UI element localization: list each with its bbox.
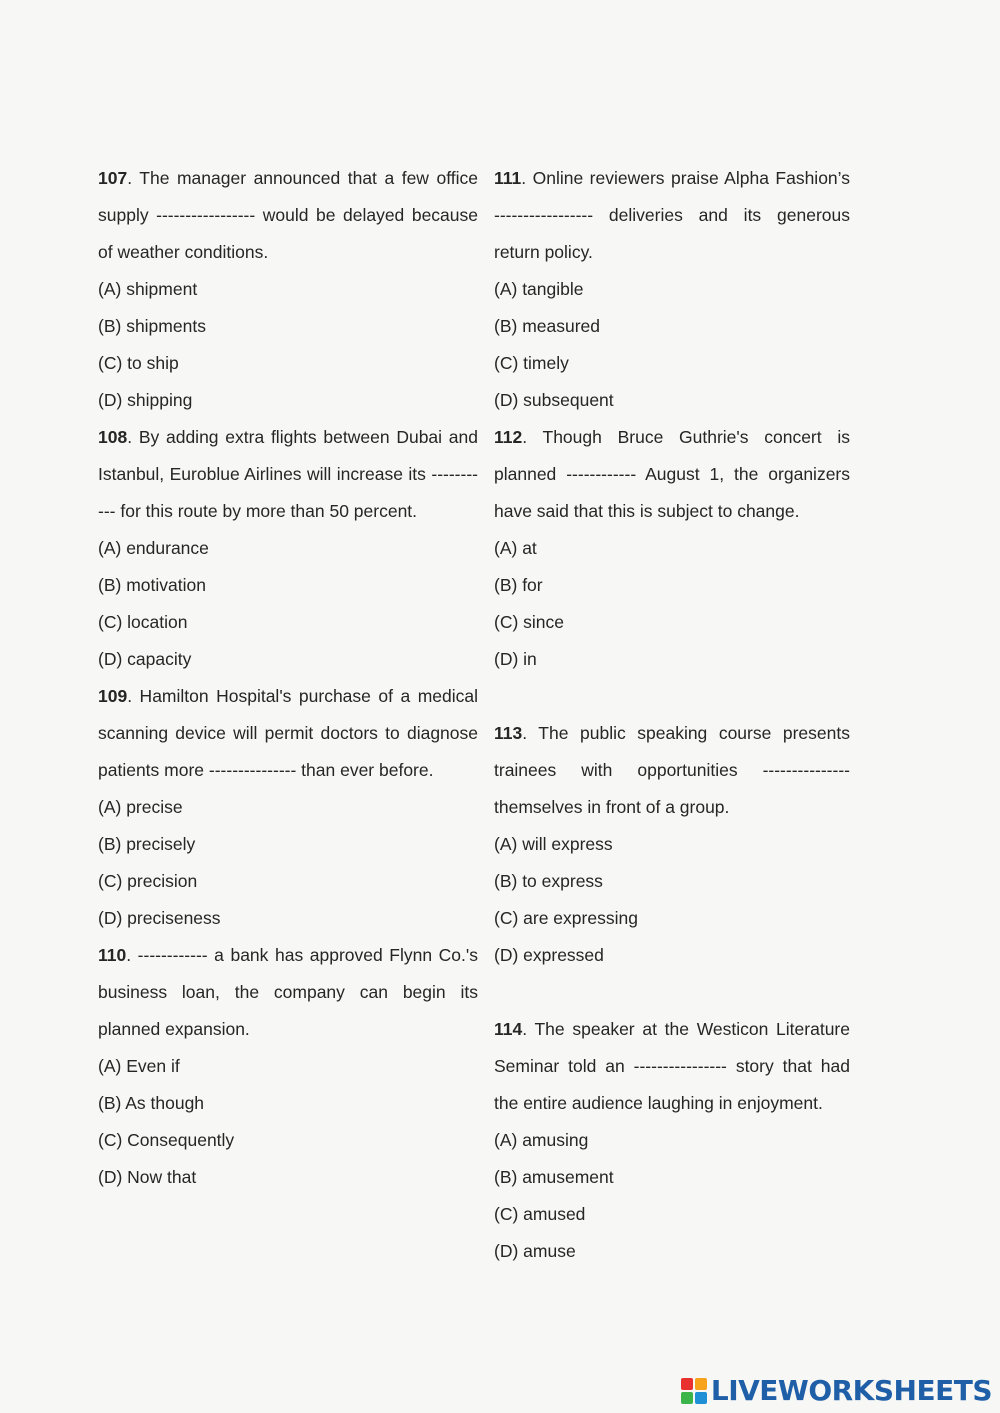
question-108 bbox=[98, 419, 478, 678]
question-stem bbox=[494, 1011, 850, 1122]
question-stem bbox=[494, 160, 850, 271]
left-column bbox=[98, 160, 478, 1196]
liveworksheets-wordmark: LIVEWORKSHEETS bbox=[710, 1374, 992, 1407]
question-stem bbox=[494, 419, 850, 530]
question-text: . Hamilton Hospital's purchase of a medical scanning device will permit doctors to diagnose patients more --------------- than ever before. bbox=[98, 686, 478, 780]
question-stem bbox=[494, 715, 850, 826]
question-number: 114 bbox=[494, 1019, 523, 1039]
option-a[interactable]: (A) shipment bbox=[98, 279, 198, 299]
logo-square-blue bbox=[695, 1392, 707, 1404]
option-b[interactable]: (B) measured bbox=[494, 316, 601, 336]
option-c[interactable]: (C) location bbox=[98, 612, 188, 632]
question-number: 113 bbox=[494, 723, 523, 743]
option-c[interactable]: (C) Consequently bbox=[98, 1130, 235, 1150]
option-a[interactable]: (A) at bbox=[494, 538, 537, 558]
right-column bbox=[494, 160, 850, 1270]
question-111 bbox=[494, 160, 850, 419]
option-d[interactable]: (D) Now that bbox=[98, 1167, 197, 1187]
question-110 bbox=[98, 937, 478, 1196]
question-113 bbox=[494, 715, 850, 1011]
question-text: . The speaker at the Westicon Literature Seminar told an ---------------- story that had the entire audience laughing in enjoyment. bbox=[494, 1019, 850, 1113]
question-114 bbox=[494, 1011, 850, 1270]
option-d[interactable]: (D) shipping bbox=[98, 390, 193, 410]
logo-square-red bbox=[681, 1378, 693, 1390]
question-stem bbox=[98, 160, 478, 271]
spacer bbox=[494, 678, 850, 715]
question-number: 111 bbox=[494, 168, 522, 188]
question-text: . By adding extra flights between Dubai and Istanbul, Euroblue Airlines will increase its ----------- for this route by more than 50 percent. bbox=[98, 427, 478, 521]
logo-square-green bbox=[681, 1392, 693, 1404]
option-d[interactable]: (D) in bbox=[494, 649, 537, 669]
option-c[interactable]: (C) to ship bbox=[98, 353, 179, 373]
option-d[interactable]: (D) amuse bbox=[494, 1241, 576, 1261]
option-a[interactable]: (A) amusing bbox=[494, 1130, 589, 1150]
option-a[interactable]: (A) tangible bbox=[494, 279, 584, 299]
question-text: . ------------ a bank has approved Flynn Co.'s business loan, the company can begin its planned expansion. bbox=[98, 945, 478, 1039]
question-stem bbox=[98, 419, 478, 530]
option-c[interactable]: (C) since bbox=[494, 612, 565, 632]
question-stem bbox=[98, 678, 478, 789]
option-b[interactable]: (B) motivation bbox=[98, 575, 206, 595]
option-b[interactable]: (B) amusement bbox=[494, 1167, 614, 1187]
option-a[interactable]: (A) endurance bbox=[98, 538, 209, 558]
liveworksheets-logo[interactable] bbox=[681, 1374, 992, 1407]
question-text: . The manager announced that a few office supply ----------------- would be delayed because of weather conditions. bbox=[98, 168, 478, 262]
option-a[interactable]: (A) precise bbox=[98, 797, 183, 817]
question-text: . The public speaking course presents trainees with opportunities --------------- themselves in front of a group. bbox=[494, 723, 850, 817]
option-a[interactable]: (A) Even if bbox=[98, 1056, 180, 1076]
option-c[interactable]: (C) amused bbox=[494, 1204, 586, 1224]
question-112 bbox=[494, 419, 850, 715]
spacer bbox=[494, 974, 850, 1011]
option-b[interactable]: (B) shipments bbox=[98, 316, 206, 336]
question-number: 109 bbox=[98, 686, 128, 706]
option-d[interactable]: (D) expressed bbox=[494, 945, 604, 965]
option-a[interactable]: (A) will express bbox=[494, 834, 613, 854]
option-b[interactable]: (B) precisely bbox=[98, 834, 196, 854]
option-b[interactable]: (B) As though bbox=[98, 1093, 205, 1113]
question-number: 108 bbox=[98, 427, 128, 447]
question-number: 112 bbox=[494, 427, 523, 447]
question-number: 110 bbox=[98, 945, 127, 965]
option-d[interactable]: (D) capacity bbox=[98, 649, 192, 669]
question-109 bbox=[98, 678, 478, 937]
option-d[interactable]: (D) preciseness bbox=[98, 908, 221, 928]
option-d[interactable]: (D) subsequent bbox=[494, 390, 614, 410]
question-text: . Online reviewers praise Alpha Fashion’s ----------------- deliveries and its generous return policy. bbox=[494, 168, 850, 262]
question-stem bbox=[98, 937, 478, 1048]
question-107 bbox=[98, 160, 478, 419]
option-c[interactable]: (C) timely bbox=[494, 353, 569, 373]
option-b[interactable]: (B) to express bbox=[494, 871, 603, 891]
question-text: . Though Bruce Guthrie's concert is planned ------------ August 1, the organizers have said that this is subject to change. bbox=[494, 427, 850, 521]
option-c[interactable]: (C) precision bbox=[98, 871, 198, 891]
option-c[interactable]: (C) are expressing bbox=[494, 908, 638, 928]
question-number: 107 bbox=[98, 168, 128, 188]
option-b[interactable]: (B) for bbox=[494, 575, 543, 595]
liveworksheets-icon bbox=[681, 1378, 707, 1404]
logo-square-orange bbox=[695, 1378, 707, 1390]
